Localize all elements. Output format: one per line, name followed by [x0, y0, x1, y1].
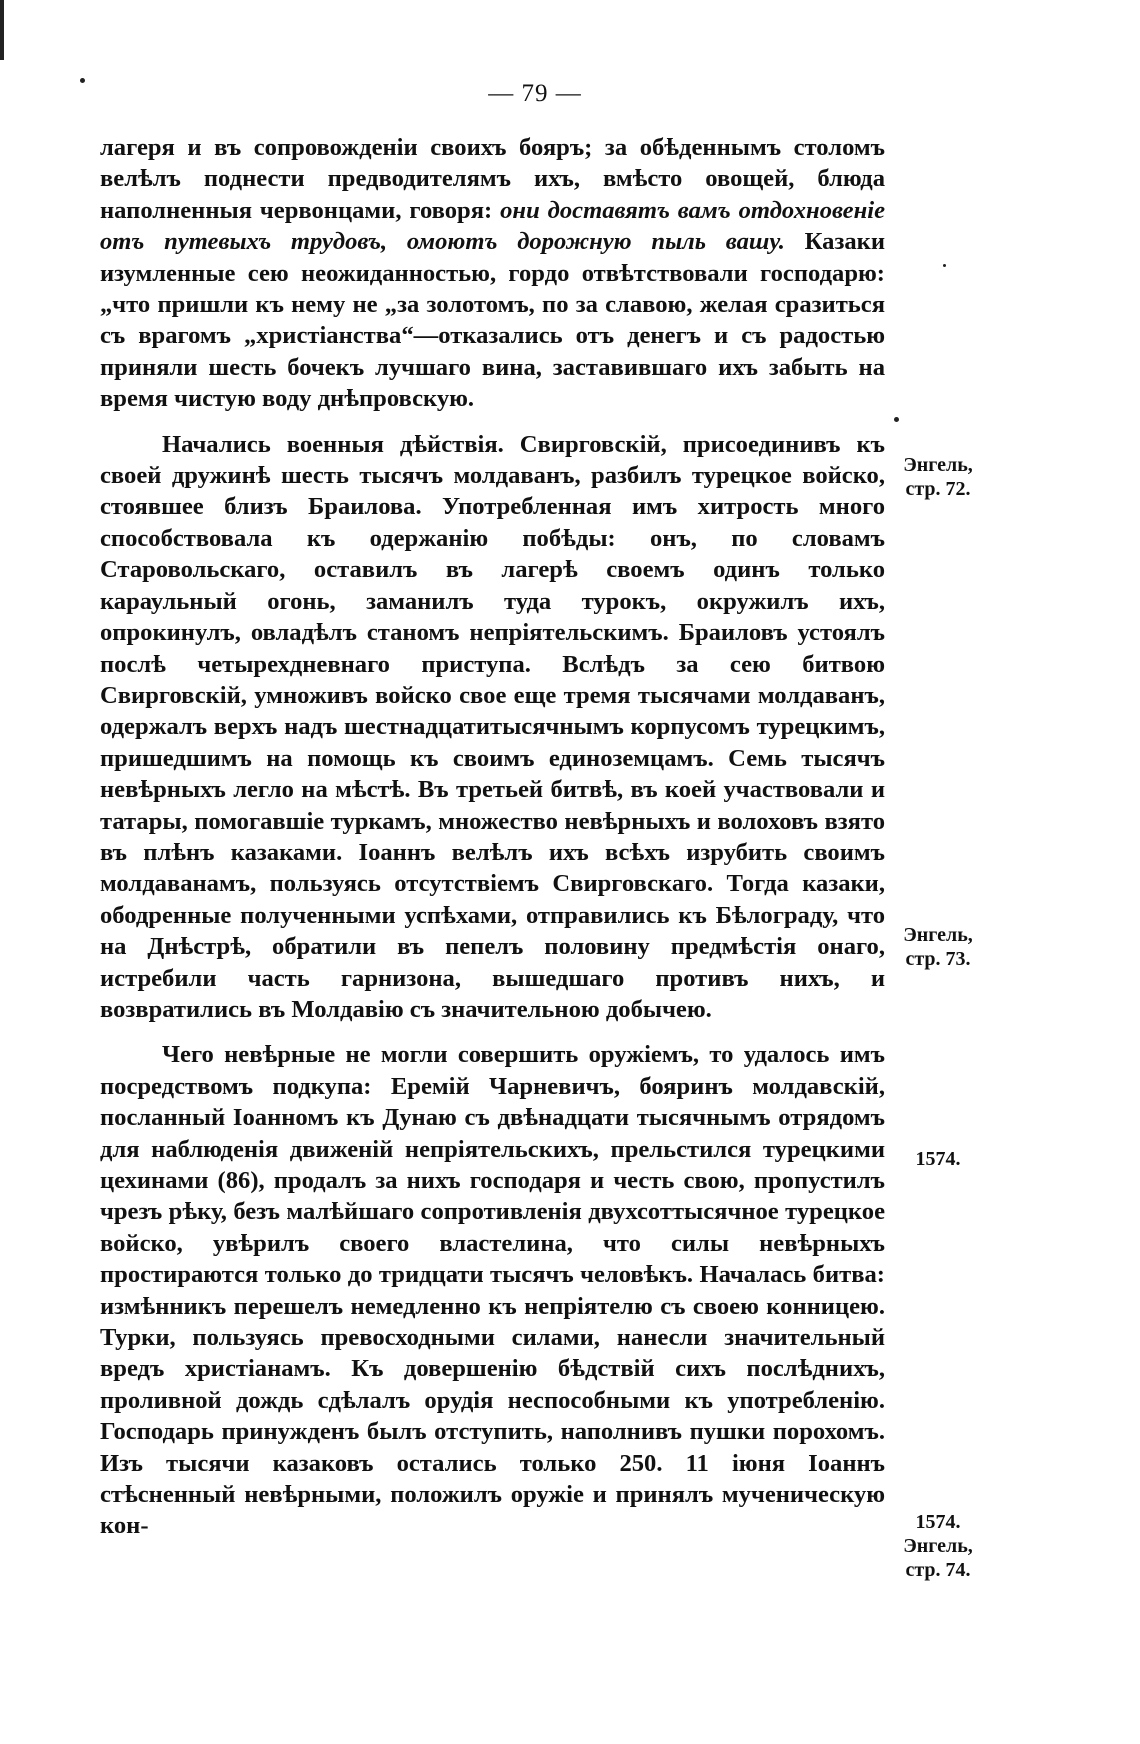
margin-note-engel-73	[893, 923, 983, 971]
paragraph-2: Начались военныя дѣйствія. Свирговскій, присоединивъ къ своей дружинѣ шесть тысячъ молдаванъ, разбилъ турецкое войско, стоявшее близъ Браилова. Употребленная имъ хитрость много способствовала къ одержанію побѣды: онъ, по словамъ Старовольскаго, оставилъ въ лагерѣ своемъ одинъ только караульный огонь, заманилъ туда турокъ, окружилъ ихъ, опрокинулъ, овладѣлъ станомъ непріятельскимъ. Браиловъ устоялъ послѣ четырехдневнаго приступа. Вслѣдъ за сею битвою Свирговскій, умноживъ войско свое еще тремя тысячами молдаванъ, одержалъ верхъ надъ шестнадцатитысячнымъ корпусомъ турецкимъ, пришедшимъ на помощь къ своимъ единоземцамъ. Семь тысячъ невѣрныхъ легло на мѣстѣ. Въ третьей битвѣ, въ коей участвовали и татары, помогавшіе туркамъ, множество невѣрныхъ и волоховъ взято въ плѣнъ казаками. Іоаннъ велѣлъ ихъ всѣхъ изрубить своимъ молдаванамъ, пользуясь отсутствіемъ Свирговскаго. Тогда казаки, ободренные полученными успѣхами, отправились къ Бѣлограду, что на Днѣстрѣ, обратили въ пепелъ половину предмѣстія онаго, истребили часть гарнизона, вышедшаго противъ нихъ, и возвратились въ Молдавію съ значительною добычею.	[100, 430, 885, 1023]
margin-note-line: 1574.	[915, 1511, 961, 1533]
margin-note-line: стр. 74.	[905, 1559, 971, 1581]
paragraph-1	[100, 132, 885, 415]
paragraph-1-text-b: Казаки изумленные сею неожиданностью, гордо отвѣтствовали господарю: „что пришли къ нему не „за золотомъ, по за славою, желая сразиться съ врагомъ „христіанства“—отказались отъ денегъ и съ радостью приняли шесть бочекъ лучшаго вина, заставившаго ихъ забыть на время чистую воду днѣпровскую.	[100, 228, 885, 413]
margin-note-line: стр. 73.	[905, 948, 971, 970]
paragraph-3: Чего невѣрные не могли совершить оружіемъ, то удалось имъ посредствомъ подкупа: Еремій Чарневичъ, бояринъ молдавскій, посланный Іоанномъ къ Дунаю съ двѣнадцати тысячнымъ отрядомъ для наблюденія движеній непріятельскихъ, прельстился турецкими цехинами (86), продалъ за нихъ господаря и честь свою, пропустилъ чрезъ рѣку, безъ малѣйшаго сопротивленія двухсоттысячное турецкое войско, увѣрилъ своего властелина, что силы невѣрныхъ простираются только до тридцати тысячъ человѣкъ. Началась битва: измѣнникъ перешелъ немедленно къ непріятелю съ своею конницею. Турки, пользуясь превосходными силами, нанесли значительный вредъ христіанамъ. Къ довершенію бѣдствій сихъ послѣднихъ, проливной дождь сдѣлалъ орудія неспособными къ употребленію. Господарь принужденъ былъ отступить, наполнивъ пушки порохомъ. Изъ тысячи казаковъ остались только 250. 11 іюня Іоаннъ стѣсненный невѣрными, положилъ оружіе и принялъ мученическую кон-	[100, 1041, 885, 1540]
page-number: — 79 —	[488, 80, 582, 107]
margin-note-year-1574	[893, 1147, 983, 1171]
scan-speck	[943, 264, 946, 267]
scan-speck	[894, 417, 899, 422]
body-text	[100, 132, 885, 1542]
scan-edge-mark	[0, 0, 4, 60]
margin-note-engel-74	[893, 1510, 983, 1582]
paragraph-1-text-a: лагеря и въ сопровожденіи своихъ бояръ; за обѣденнымъ столомъ велѣлъ поднести предводителямъ ихъ, вмѣсто овощей, блюда наполненныя червонцами, говоря:	[100, 134, 885, 224]
margin-note-line: 1574.	[915, 1148, 961, 1170]
paragraph-1-italic-quote: они доставятъ вамъ отдохновеніе отъ путевыхъ трудовъ, омоютъ дорожную пыль вашу.	[100, 196, 885, 256]
margin-note-line: Энгель,	[903, 454, 973, 476]
margin-note-engel-72	[893, 453, 983, 501]
margin-note-line: стр. 72.	[905, 478, 971, 500]
margin-note-line: Энгель,	[903, 924, 973, 946]
margin-note-line: Энгель,	[903, 1535, 973, 1557]
